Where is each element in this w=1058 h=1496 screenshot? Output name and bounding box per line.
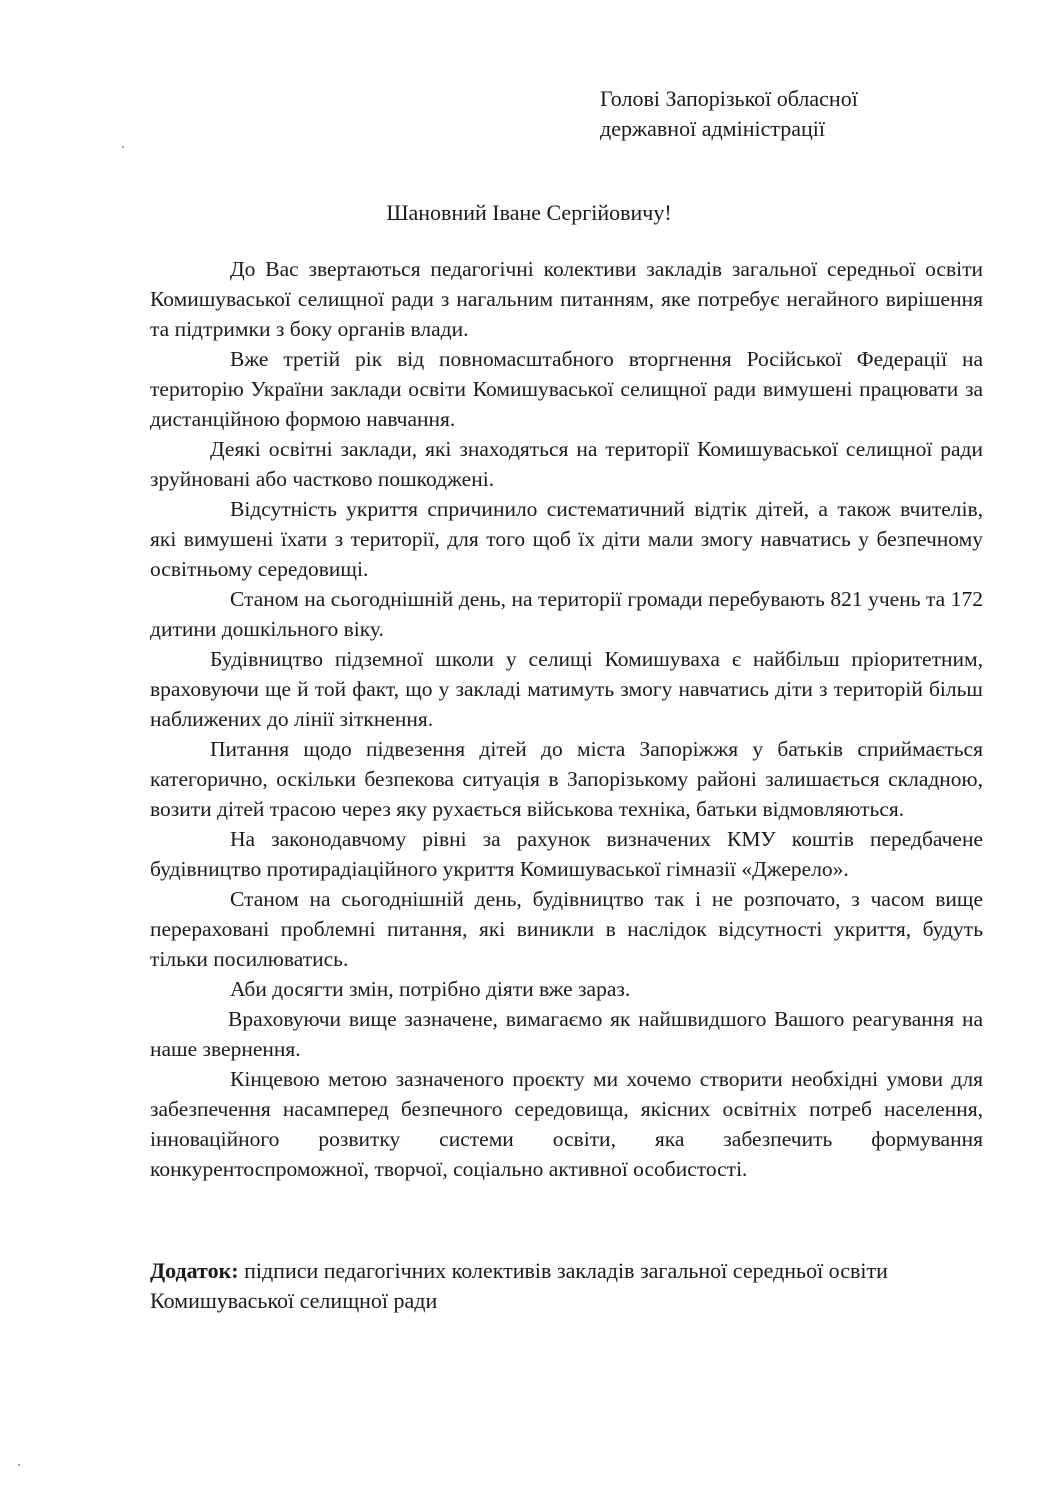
paragraph: Деякі освітні заклади, які знаходяться на території Комишуваської селищної ради зруйновані або частково пошкоджені. — [150, 437, 983, 491]
paragraph: Вже третій рік від повномасштабного вторгнення Російської Федерації на територію України заклади освіти Комишуваської селищної ради вимушені працювати за дистанційною формою навчання. — [150, 347, 983, 431]
addressee-block — [600, 84, 1020, 144]
paragraph: Станом на сьогоднішній день, будівництво так і не розпочато, з часом вище перераховані проблемні питання, які виникли в наслідок відсутності укриття, будуть тільки посилюватись. — [150, 887, 983, 971]
paragraph: Відсутність укриття спричинило систематичний відтік дітей, а також вчителів, які вимушені їхати з території, для того щоб їх діти мали змогу навчатись у безпечному освітньому середовищі. — [150, 497, 983, 581]
attachment-note — [150, 1256, 983, 1316]
paragraph: Станом на сьогоднішній день, на території громади перебувають 821 учень та 172 дитини дошкільного віку. — [150, 587, 983, 641]
paragraph: На законодавчому рівні за рахунок визначених КМУ коштів передбачене будівництво протирадіаційного укриття Комишуваської гімназії «Джерело». — [150, 827, 983, 881]
addressee-line-1: Голові Запорізької обласної — [600, 86, 858, 111]
paragraph: До Вас звертаються педагогічні колективи закладів загальної середньої освіти Комишуваської селищної ради з нагальним питанням, яке потребує негайного вирішення та підтримки з боку органів влади. — [150, 257, 983, 341]
scan-speck — [122, 146, 124, 148]
paragraph: Аби досягти змін, потрібно діяти вже зараз. — [230, 977, 631, 1001]
addressee-line-2: державної адміністрації — [600, 116, 825, 141]
letter-body — [150, 254, 983, 1184]
paragraph: Кінцевою метою зазначеного проєкту ми хочемо створити необхідні умови для забезпечення насамперед безпечного середовища, якісних освітніх потреб населення, інноваційного розвитку системи освіти, яка забезпечить формування конкурентоспроможної, творчої, соціально активної особистості. — [150, 1067, 983, 1181]
attachment-text: підписи педагогічних колективів закладів загальної середньої освіти Комишуваської селищної ради — [150, 1258, 888, 1313]
paragraph: Питання щодо підвезення дітей до міста Запоріжжя у батьків сприймається категорично, оскільки безпекова ситуація в Запорізькому районі залишається складною, возити дітей трасою через яку рухається військова техніка, батьки відмовляються. — [150, 737, 983, 821]
attachment-label: Додаток: — [150, 1258, 239, 1283]
paragraph: Враховуючи вище зазначене, вимагаємо як найшвидшого Вашого реагування на наше звернення. — [150, 1007, 983, 1061]
paragraph: Будівництво підземної школи у селищі Комишуваха є найбільш пріоритетним, враховуючи ще й той факт, що у закладі матимуть змогу навчатись діти з територій більш наближених до лінії зіткнення. — [150, 647, 983, 731]
salutation: Шановний Іване Сергійовичу! — [386, 200, 672, 225]
scan-speck — [18, 1464, 20, 1466]
